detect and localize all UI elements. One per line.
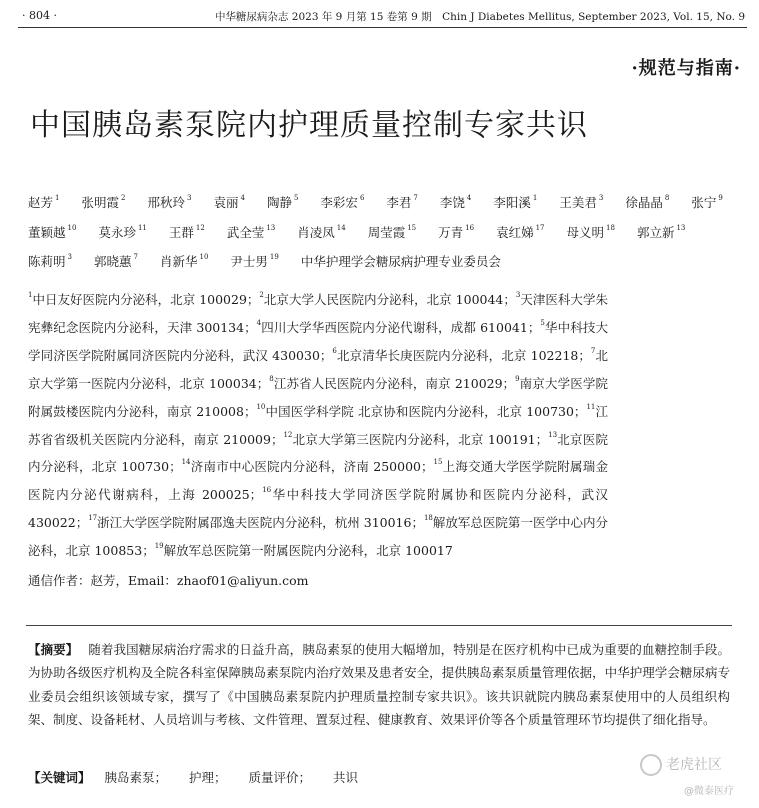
affiliation-mark: 17: [88, 514, 98, 523]
author-name: [637, 216, 685, 246]
author-name: [567, 216, 615, 246]
author-affiliation-mark: 11: [137, 223, 147, 232]
affiliation-text: 华中科技大学同济医学院附属同济医院内分泌科，武汉 430030；: [28, 319, 608, 363]
keyword: 共识: [333, 770, 359, 785]
author-name-text: 李阳溪: [493, 195, 531, 210]
affiliation-text: 南京大学医学院附属鼓楼医院内分泌科，南京 210008；: [28, 375, 608, 419]
author-affiliation-mark: 17: [535, 223, 545, 232]
affiliation-text: 中国医学科学院 北京协和医院内分泌科，北京 100730；: [265, 403, 587, 419]
author-name-text: 王美君: [559, 195, 597, 210]
affiliation-mark: 10: [256, 402, 266, 411]
affiliation-mark: 14: [181, 458, 191, 467]
author-affiliation-mark: 13: [676, 223, 686, 232]
author-affiliation-mark: 19: [269, 253, 279, 261]
affiliation-mark: 9: [515, 374, 520, 383]
author-name-text: 尹士男: [230, 254, 268, 269]
affiliation-text: 华中科技大学同济医学院附属协和医院内分泌科，武汉 430022；: [28, 487, 608, 531]
keyword: 质量评价；: [248, 770, 312, 785]
author-name: [496, 216, 544, 246]
affiliation-mark: 4: [256, 318, 262, 327]
author-name: [81, 186, 125, 216]
author-name: [28, 186, 59, 216]
author-name: [147, 186, 191, 216]
author-affiliation-mark: 1: [55, 194, 60, 202]
author-affiliation-mark: 12: [195, 223, 205, 232]
author-name-text: 陈莉明: [28, 254, 66, 269]
author-name: [160, 245, 208, 275]
divider-top: [26, 625, 732, 626]
author-name-text: 赵芳: [28, 195, 54, 210]
author-name-text: 陶静: [266, 195, 292, 210]
author-name-text: 王群: [168, 224, 194, 240]
affiliation-mark: 11: [586, 402, 596, 411]
affiliation-text: 浙江大学医学院附属邵逸夫医院内分泌科，杭州 310016；: [97, 515, 424, 531]
author-name: [227, 216, 275, 246]
affiliation-mark: 1: [28, 291, 33, 299]
page-number: · 804 ·: [22, 9, 57, 22]
author-name-text: 武全莹: [226, 224, 265, 240]
header-rule: [18, 27, 747, 28]
affiliation-text: 中日友好医院内分泌科，北京 100029；: [32, 292, 260, 307]
watermark-logo-icon: [640, 754, 662, 776]
affiliation-mark: 2: [259, 291, 264, 299]
author-name-text: 肖凌凤: [297, 224, 335, 240]
affiliation-mark: 7: [590, 346, 596, 355]
keyword: 护理；: [189, 770, 227, 785]
author-name: [94, 245, 138, 275]
section-label: ·规范与指南·: [631, 58, 741, 79]
author-affiliation-mark: 8: [664, 194, 670, 202]
author-affiliation-mark: 15: [407, 223, 417, 232]
watermark-text: 老虎社区: [666, 757, 722, 773]
affiliation-mark: 13: [548, 430, 558, 439]
author-name: [559, 186, 603, 216]
author-affiliation-mark: 16: [465, 223, 475, 232]
author-name-text: 邢秋玲: [147, 195, 185, 210]
author-affiliation-mark: 18: [606, 223, 615, 232]
author-name-text: 徐晶晶: [625, 195, 663, 210]
watermark-handle: @微泰医疗: [684, 786, 734, 797]
author-affiliation-mark: 2: [121, 194, 126, 202]
author-name-text: 董颖越: [28, 224, 66, 240]
author-affiliation-mark: 10: [199, 253, 209, 261]
affiliation-text: 北京大学人民医院内分泌科，北京 100044；: [263, 292, 516, 307]
affiliation-text: 北京医院内分泌科，北京 100730；: [28, 431, 608, 475]
author-affiliation-mark: 13: [266, 223, 276, 232]
author-name: [267, 186, 298, 216]
author-affiliation-mark: 9: [718, 194, 723, 202]
article-title: 中国胰岛素泵院内护理质量控制专家共识: [30, 108, 588, 143]
author-name-text: 张宁: [691, 195, 717, 210]
affiliation-mark: 5: [540, 318, 545, 327]
author-affiliation-mark: 4: [240, 194, 245, 202]
affiliation-mark: 16: [262, 486, 272, 495]
affiliation-text: 天津医科大学朱宪彝纪念医院内分泌科，天津 300134；: [28, 292, 608, 335]
affiliation-text: 上海交通大学医学院附属瑞金医院内分泌代谢病科，上海 200025；: [28, 459, 608, 503]
author-affiliation-mark: 10: [67, 223, 77, 232]
keywords: [28, 768, 376, 786]
keywords-label: 【关键词】: [28, 770, 91, 785]
affiliation-text: 江苏省省级机关医院内分泌科，南京 210009；: [28, 403, 608, 447]
author-affiliation-mark: 3: [598, 194, 604, 202]
affiliation-text: 解放军总医院第一医学中心内分泌科，北京 100853；: [28, 515, 608, 559]
affiliation-text: 解放军总医院第一附属医院内分泌科，北京 100017: [163, 543, 453, 559]
author-name-text: 母义明: [566, 224, 605, 240]
affiliation-text: 江苏省人民医院内分泌科，南京 210029；: [273, 375, 516, 391]
author-name-text: 郭立新: [636, 224, 675, 240]
author-name-text: 周莹霞: [367, 224, 406, 240]
affiliation-text: 北京大学第三医院内分泌科，北京 100191；: [292, 431, 549, 447]
author-name: [28, 216, 76, 246]
author-name: [301, 249, 501, 275]
affiliation-mark: 12: [283, 430, 293, 439]
affiliation-mark: 8: [269, 374, 274, 383]
corresponding-author: 通信作者：赵芳，Email：zhaof01@aliyun.com: [28, 573, 309, 588]
author-affiliation-mark: 6: [359, 194, 365, 202]
affiliation-text: 北京大学第一医院内分泌科，北京 100034；: [28, 347, 608, 391]
author-name-text: 李彩宏: [320, 195, 358, 210]
author-affiliation-mark: 3: [186, 194, 192, 202]
affiliation-mark: 3: [515, 291, 521, 299]
affiliation-mark: 19: [154, 542, 164, 551]
author-name: [440, 186, 471, 216]
author-name: [493, 186, 537, 216]
running-header: [0, 0, 759, 30]
author-name: [169, 216, 205, 246]
author-name: [28, 245, 72, 275]
author-name-text: 中华护理学会糖尿病护理专业委员会: [300, 254, 501, 269]
author-affiliation-mark: 1: [532, 194, 538, 202]
author-name: [438, 216, 474, 246]
author-name-text: 李饶: [439, 195, 465, 210]
author-name: [386, 186, 417, 216]
author-list: [28, 186, 748, 275]
author-name: [98, 216, 146, 246]
author-name: [213, 186, 244, 216]
author-affiliation-mark: 14: [336, 223, 346, 232]
affiliation-mark: 18: [423, 514, 433, 523]
author-name: [625, 186, 669, 216]
affiliation-block: [28, 284, 608, 563]
affiliation-text: 四川大学华西医院内分泌代谢科，成都 610041；: [261, 319, 541, 335]
author-name-text: 郭晓蕙: [93, 254, 132, 269]
abstract-label: 【摘要】: [28, 642, 79, 657]
abstract-text: 随着我国糖尿病治疗需求的日益升高，胰岛素泵的使用大幅增加，特别是在医疗机构中已成为重要的血糖控制手段。为协助各级医疗机构及全院各科室保障胰岛素泵院内治疗效果及患者安全，提供胰岛素泵质量管理依据，中华护理学会糖尿病专业委员会组织该领域专家，撰写了《中国胰岛素泵院内护理质量控制专家共识》。该共识就院内胰岛素泵使用中的人员组织构架、制度、设备耗材、人员培训与考核、文件管理、置泵过程、健康教育、效果评价等各个质量管理环节均提供了细化指导。: [28, 642, 730, 728]
author-name-text: 袁丽: [213, 195, 239, 210]
author-name: [320, 186, 364, 216]
author-name-text: 肖新华: [159, 254, 198, 269]
abstract: [28, 638, 730, 732]
author-affiliation-mark: 7: [413, 194, 418, 202]
affiliation-mark: 6: [332, 346, 337, 355]
author-affiliation-mark: 7: [133, 253, 138, 261]
affiliation-mark: 15: [433, 458, 443, 467]
author-affiliation-mark: 5: [293, 194, 299, 202]
author-name: [230, 245, 278, 275]
author-affiliation-mark: 3: [67, 253, 72, 261]
author-name-text: 万青: [438, 224, 464, 240]
affiliation-text: 济南市中心医院内分泌科，济南 250000；: [190, 459, 434, 475]
author-name-text: 袁红娣: [496, 224, 534, 240]
author-name-text: 张明霞: [81, 195, 119, 210]
affiliation-text: 北京清华长庚医院内分泌科，北京 102218；: [336, 347, 591, 363]
author-name-text: 李君: [386, 195, 412, 210]
author-name: [368, 216, 416, 246]
author-name: [297, 216, 345, 246]
author-name: [691, 186, 722, 216]
journal-citation: 中华糖尿病杂志 2023 年 9 月第 15 卷第 9 期 Chin J Diabetes Mellitus, September 2023, Vol. 15, No. 9: [214, 11, 745, 23]
author-name-text: 莫永珍: [98, 224, 136, 240]
author-affiliation-mark: 4: [466, 194, 472, 202]
keyword: 胰岛素泵；: [104, 770, 168, 785]
